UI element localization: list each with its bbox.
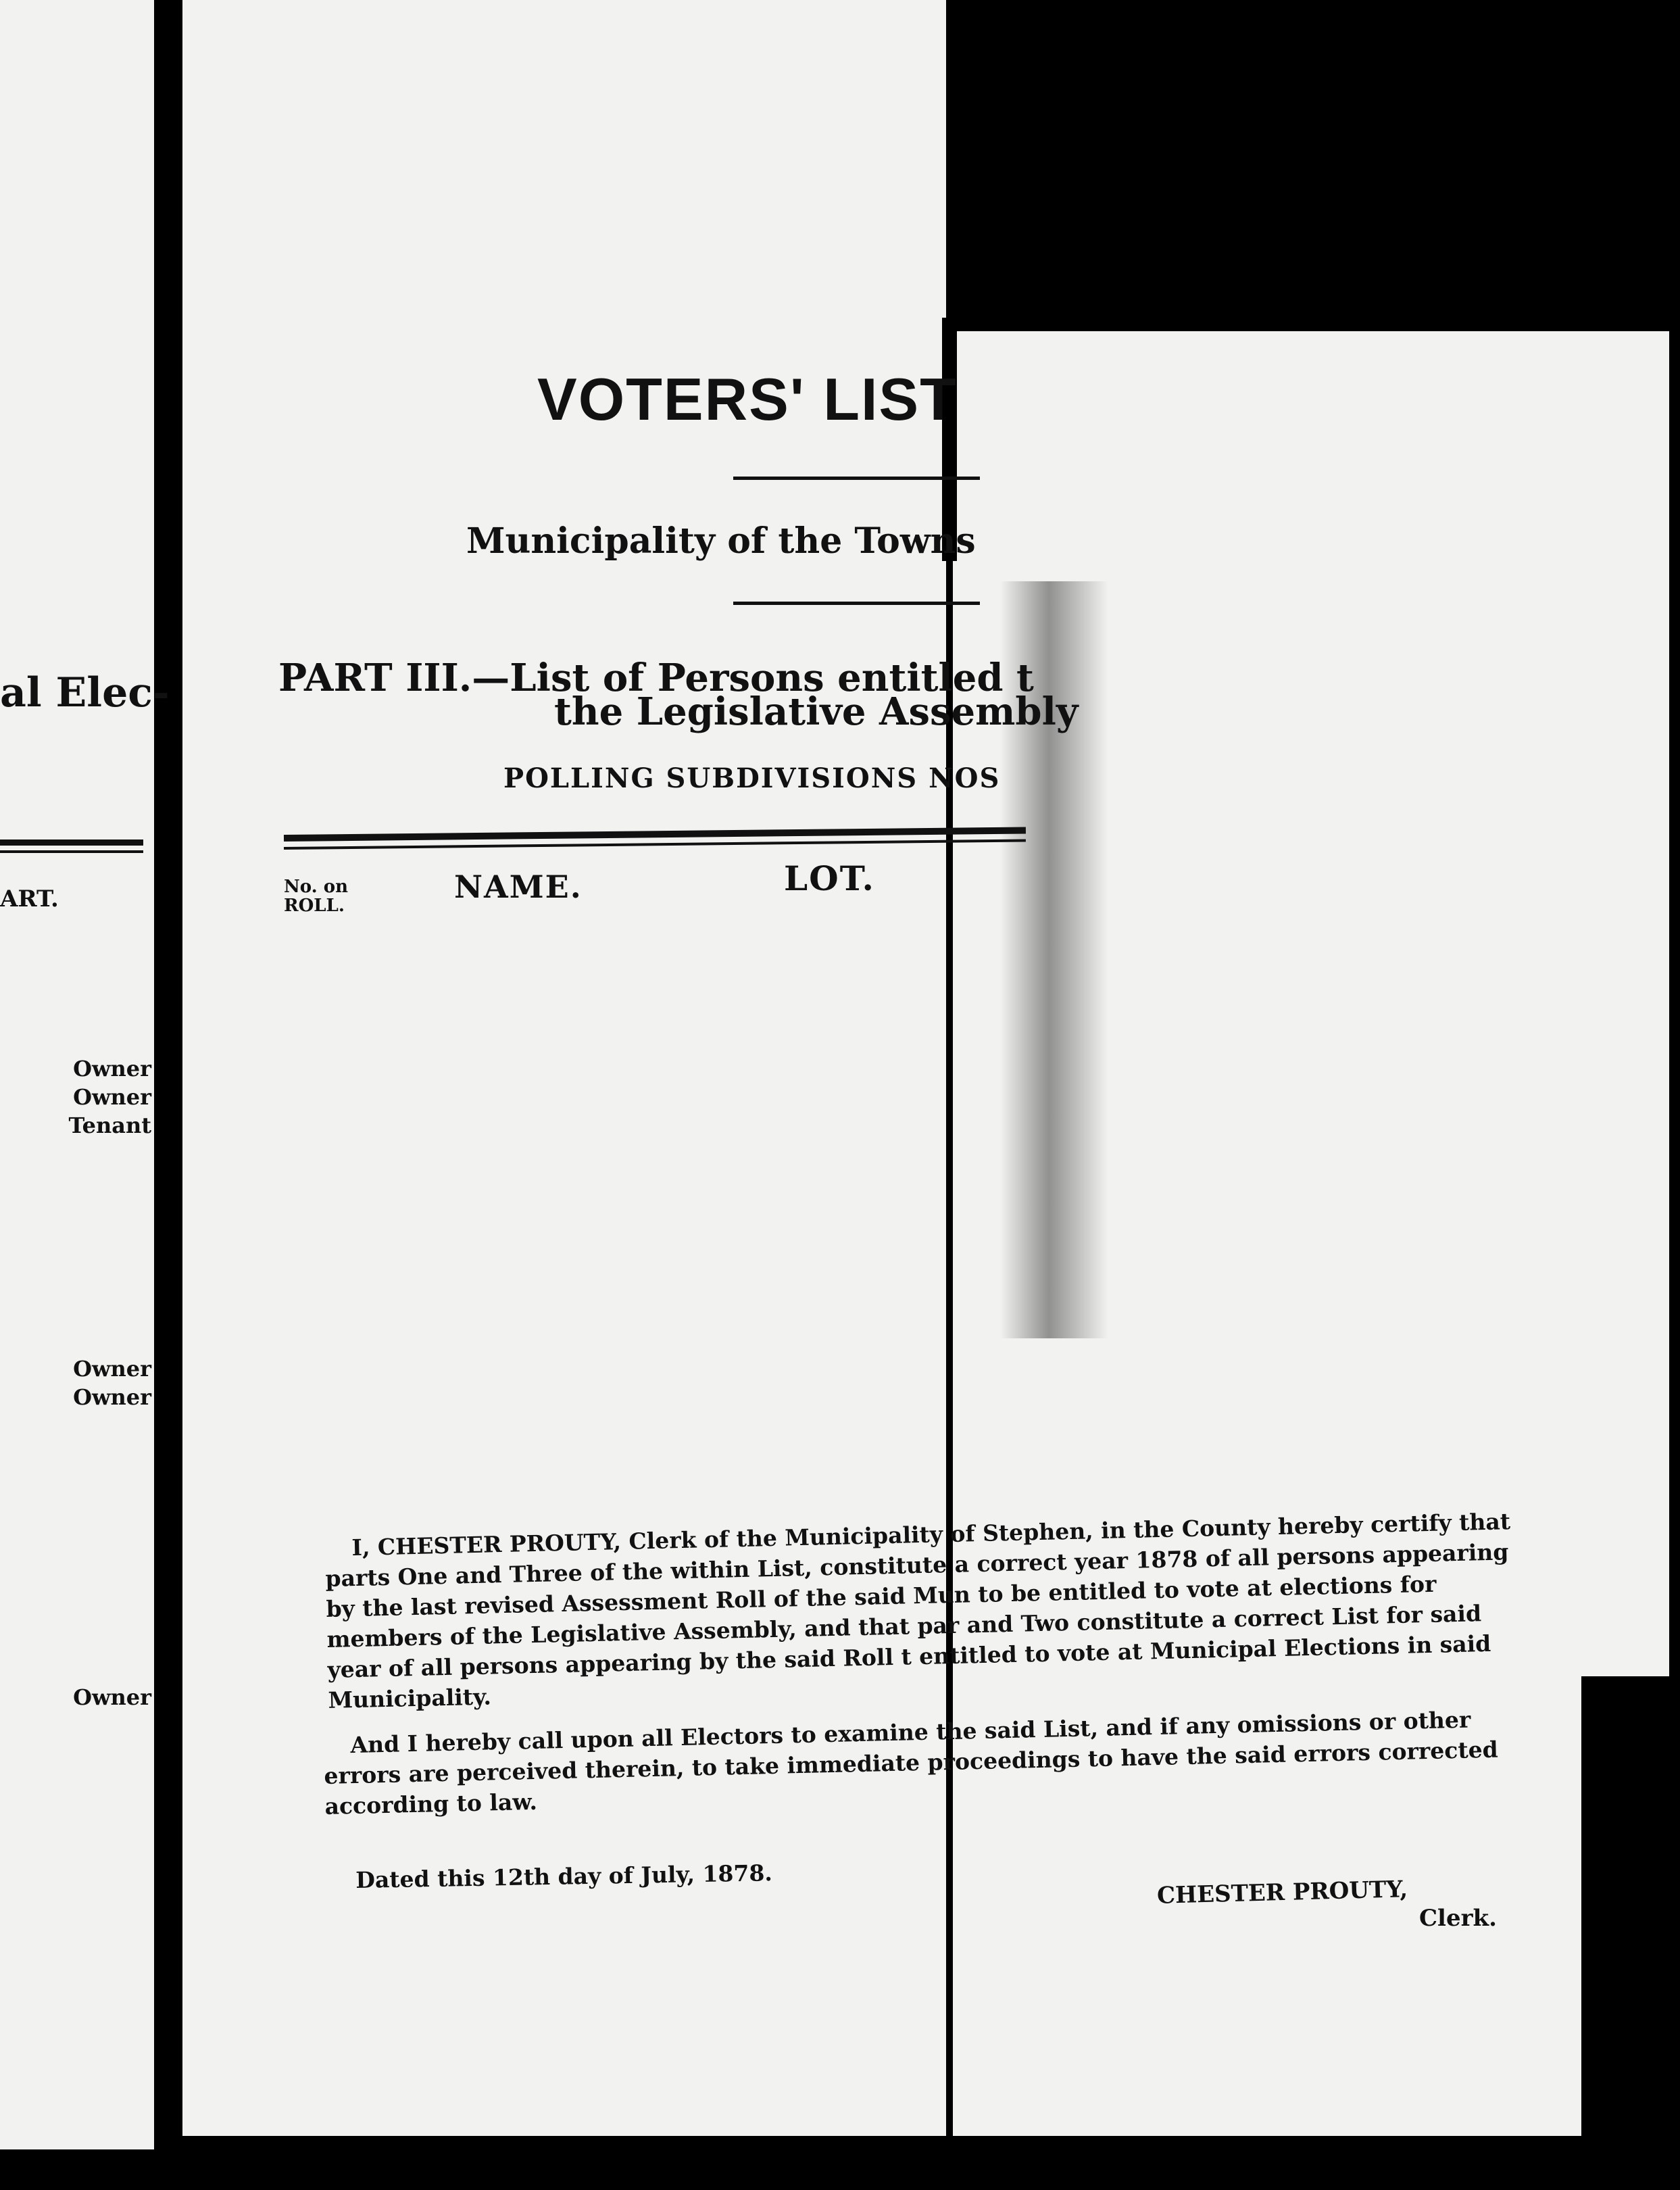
status-item: Owner [73, 1056, 151, 1081]
left-heading-fragment: al Elec- [0, 669, 170, 716]
notice-paragraph: And I hereby call upon all Electors to examine the said List, and if any omissions or other errors are perceived therein, to take immediate proceedings to have the said errors corrected according to law. [324, 1706, 1499, 1820]
status-item: Owner [73, 1384, 151, 1410]
column-header-lot: LOT. [784, 858, 875, 898]
page-title: VOTERS' LIST [537, 366, 958, 433]
clerk-certificate [324, 1506, 1531, 1716]
left-column-fragment: ART. [0, 885, 59, 912]
signature-title: Clerk. [1419, 1905, 1497, 1932]
left-rule [0, 840, 143, 846]
part-heading: PART III.—List of Persons entitled t [278, 656, 1034, 700]
torn-edge [1581, 1676, 1680, 2190]
status-item: Owner [73, 1084, 151, 1110]
status-item: Owner [73, 1684, 151, 1710]
municipality-line: Municipality of the Towns [466, 520, 976, 562]
column-header-roll: No. on ROLL. [284, 877, 348, 916]
date-line: Dated this 12th day of July, 1878. [355, 1859, 773, 1893]
polling-subdivisions: POLLING SUBDIVISIONS NOS [503, 762, 1001, 794]
signature-name: CHESTER PROUTY, [1156, 1876, 1408, 1909]
part-heading-line-2: the Legislative Assembly [554, 689, 1079, 734]
status-item: Owner [73, 1356, 151, 1382]
column-header-name: NAME. [454, 869, 583, 905]
status-list [62, 1355, 151, 1411]
certificate-paragraph: I, CHESTER PROUTY, Clerk of the Municipality of Stephen, in the County hereby certify that parts One and Three of the within List, constitute a correct year 1878 of all persons appearing by the last revised Assessment Roll of the said Mun to be entitled to vote at elections for members of the Legislative Assembly, and that par and Two constitute a correct List for said year of all persons appearing by the said Roll t entitled to vote at Municipal Elections in said Municipality. [325, 1508, 1511, 1713]
left-rule [0, 850, 143, 853]
municipality-rule [733, 602, 980, 605]
status-list [62, 1683, 151, 1711]
title-rule [733, 477, 980, 480]
page-fold-shadow [154, 0, 182, 2179]
status-item: Tenant [68, 1113, 151, 1138]
status-list [62, 1054, 151, 1140]
